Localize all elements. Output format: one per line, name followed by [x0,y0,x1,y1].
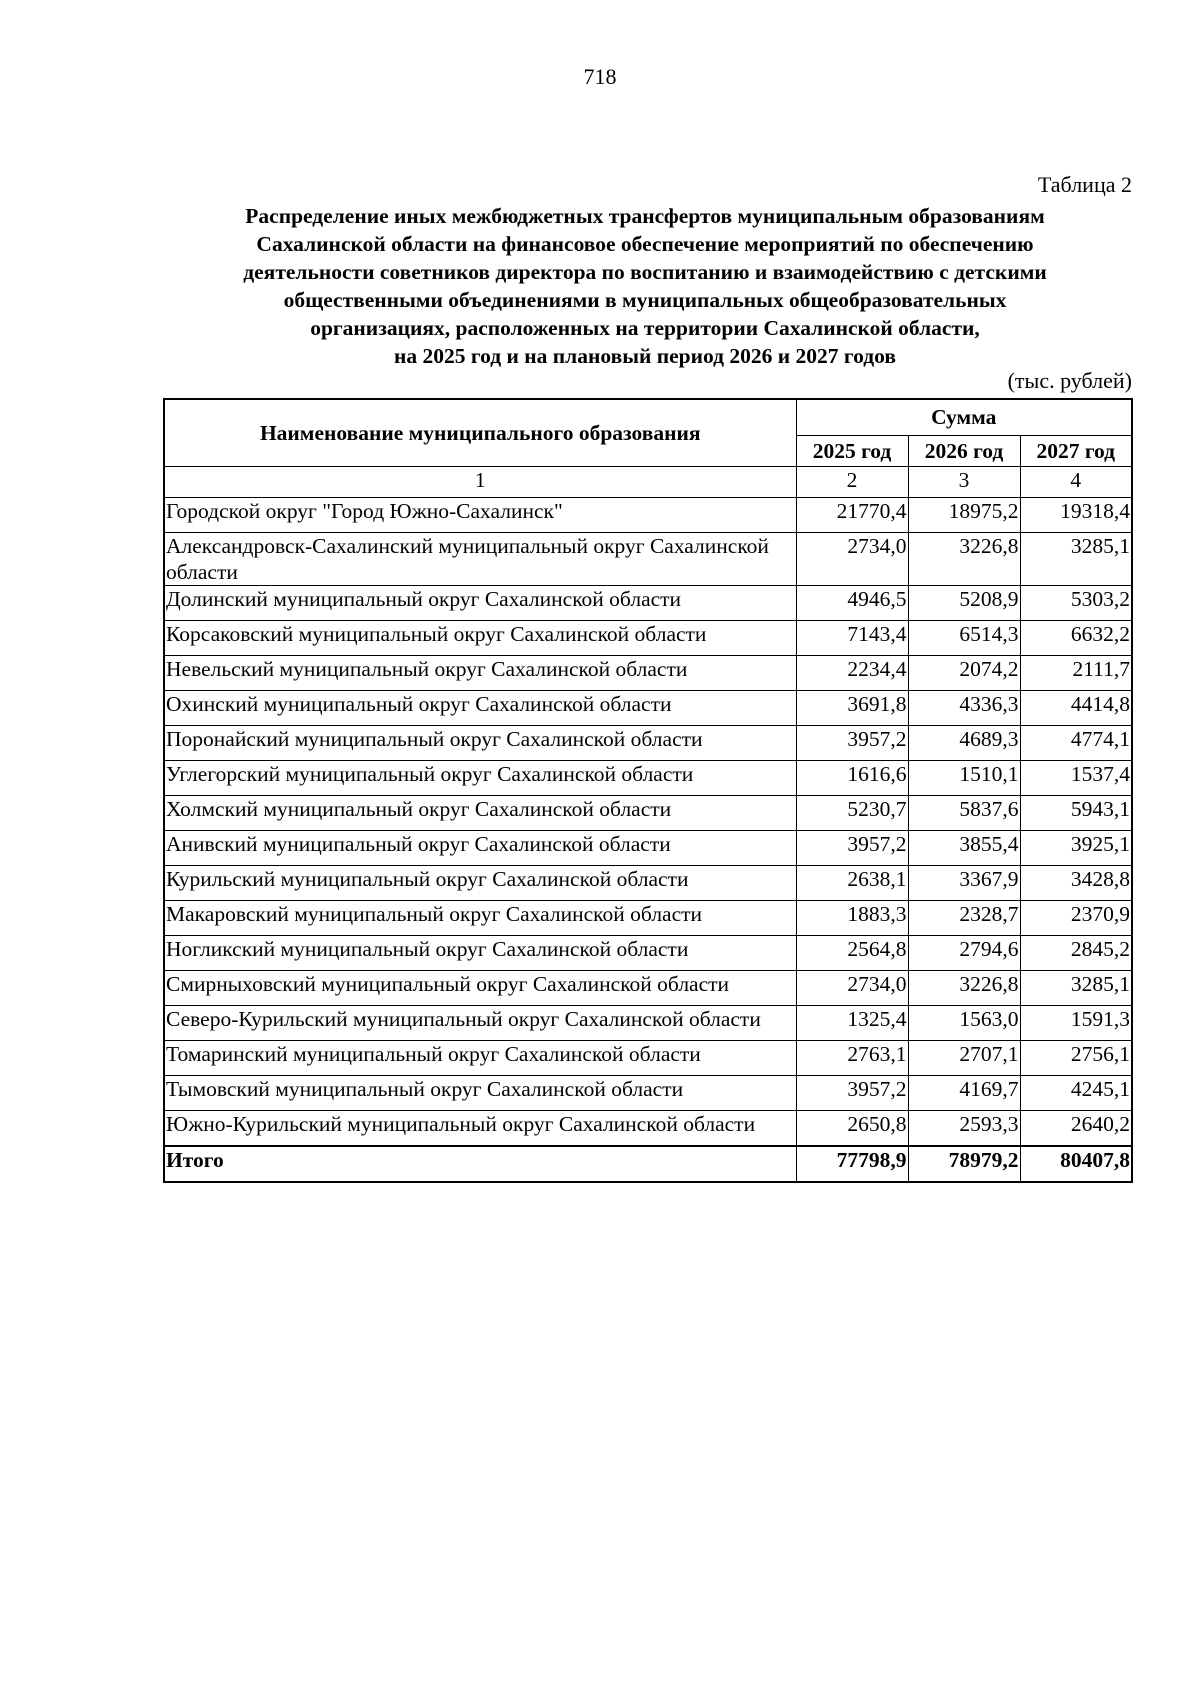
value-2025: 2564,8 [796,936,908,971]
value-2027: 3285,1 [1020,533,1132,586]
table-row [164,761,1132,796]
value-2027: 1591,3 [1020,1006,1132,1041]
municipality-name: Ногликский муниципальный округ Сахалинской области [164,936,796,971]
value-2027: 3428,8 [1020,866,1132,901]
value-2027: 2845,2 [1020,936,1132,971]
value-2025: 2734,0 [796,971,908,1006]
document-title [160,202,1130,370]
total-label: Итого [164,1146,796,1182]
column-index: 4 [1020,467,1132,498]
title-line: организациях, расположенных на территории Сахалинской области, [310,316,980,340]
value-2026: 5208,9 [908,586,1020,621]
value-2025: 2234,4 [796,656,908,691]
value-2025: 7143,4 [796,621,908,656]
header-name: Наименование муниципального образования [164,399,796,467]
table-row [164,971,1132,1006]
total-row [164,1146,1132,1182]
value-2025: 3957,2 [796,726,908,761]
column-index: 1 [164,467,796,498]
table-row [164,901,1132,936]
header-year-2026: 2026 год [908,435,1020,466]
municipality-name: Поронайский муниципальный округ Сахалинской области [164,726,796,761]
value-2026: 4336,3 [908,691,1020,726]
municipality-name: Невельский муниципальный округ Сахалинской области [164,656,796,691]
table-row [164,656,1132,691]
value-2027: 19318,4 [1020,498,1132,533]
value-2025: 3691,8 [796,691,908,726]
value-2026: 3226,8 [908,971,1020,1006]
title-line: Распределение иных межбюджетных трансфертов муниципальным образованиям [245,204,1045,228]
title-line: общественными объединениями в муниципальных общеобразовательных [283,288,1007,312]
total-2025: 77798,9 [796,1146,908,1182]
value-2027: 2111,7 [1020,656,1132,691]
table-row [164,1076,1132,1111]
transfers-table [163,398,1133,1183]
value-2025: 2763,1 [796,1041,908,1076]
municipality-name: Курильский муниципальный округ Сахалинской области [164,866,796,901]
table-row [164,586,1132,621]
value-2025: 3957,2 [796,1076,908,1111]
units-label: (тыс. рублей) [1007,368,1132,393]
table-row [164,621,1132,656]
municipality-name: Холмский муниципальный округ Сахалинской области [164,796,796,831]
value-2027: 5303,2 [1020,586,1132,621]
table-row [164,726,1132,761]
municipality-name: Углегорский муниципальный округ Сахалинской области [164,761,796,796]
value-2026: 3226,8 [908,533,1020,586]
column-index: 3 [908,467,1020,498]
municipality-name: Городской округ "Город Южно-Сахалинск" [164,498,796,533]
municipality-name: Северо-Курильский муниципальный округ Сахалинской области [164,1006,796,1041]
value-2025: 3957,2 [796,831,908,866]
table-body [164,498,1132,1147]
value-2025: 2638,1 [796,866,908,901]
table-row [164,866,1132,901]
value-2026: 4689,3 [908,726,1020,761]
table-row [164,498,1132,533]
value-2026: 5837,6 [908,796,1020,831]
municipality-name: Корсаковский муниципальный округ Сахалинской области [164,621,796,656]
value-2025: 1325,4 [796,1006,908,1041]
value-2026: 1563,0 [908,1006,1020,1041]
value-2026: 3367,9 [908,866,1020,901]
value-2025: 1616,6 [796,761,908,796]
table-row [164,533,1132,586]
table-row [164,1041,1132,1076]
table-row [164,1111,1132,1147]
value-2027: 3925,1 [1020,831,1132,866]
value-2026: 6514,3 [908,621,1020,656]
value-2025: 4946,5 [796,586,908,621]
municipality-name: Анивский муниципальный округ Сахалинской области [164,831,796,866]
title-line: деятельности советников директора по воспитанию и взаимодействию с детскими [243,260,1047,284]
municipality-name: Томаринский муниципальный округ Сахалинской области [164,1041,796,1076]
municipality-name: Охинский муниципальный округ Сахалинской области [164,691,796,726]
header-sum: Сумма [796,399,1132,435]
header-year-2025: 2025 год [796,435,908,466]
value-2026: 2794,6 [908,936,1020,971]
table-row [164,1006,1132,1041]
value-2027: 2370,9 [1020,901,1132,936]
value-2025: 2650,8 [796,1111,908,1147]
value-2027: 4774,1 [1020,726,1132,761]
title-line: на 2025 год и на плановый период 2026 и 2027 годов [394,344,896,368]
value-2027: 5943,1 [1020,796,1132,831]
value-2026: 2707,1 [908,1041,1020,1076]
value-2027: 2756,1 [1020,1041,1132,1076]
total-2027: 80407,8 [1020,1146,1132,1182]
table-row [164,796,1132,831]
value-2026: 18975,2 [908,498,1020,533]
value-2025: 21770,4 [796,498,908,533]
municipality-name: Долинский муниципальный округ Сахалинской области [164,586,796,621]
value-2025: 2734,0 [796,533,908,586]
page-number: 718 [583,64,617,89]
value-2027: 4245,1 [1020,1076,1132,1111]
value-2026: 3855,4 [908,831,1020,866]
value-2027: 3285,1 [1020,971,1132,1006]
value-2026: 2593,3 [908,1111,1020,1147]
header-year-2027: 2027 год [1020,435,1132,466]
table-row [164,691,1132,726]
table-row [164,831,1132,866]
value-2026: 2328,7 [908,901,1020,936]
value-2026: 4169,7 [908,1076,1020,1111]
column-index: 2 [796,467,908,498]
municipality-name: Александровск-Сахалинский муниципальный округ Сахалинской области [164,533,796,586]
municipality-name: Южно-Курильский муниципальный округ Сахалинской области [164,1111,796,1147]
municipality-name: Тымовский муниципальный округ Сахалинской области [164,1076,796,1111]
value-2026: 2074,2 [908,656,1020,691]
value-2026: 1510,1 [908,761,1020,796]
title-line: Сахалинской области на финансовое обеспечение мероприятий по обеспечению [256,232,1034,256]
table-label: Таблица 2 [1037,172,1132,197]
value-2025: 5230,7 [796,796,908,831]
table-row [164,936,1132,971]
value-2027: 1537,4 [1020,761,1132,796]
municipality-name: Смирныховский муниципальный округ Сахалинской области [164,971,796,1006]
municipality-name: Макаровский муниципальный округ Сахалинской области [164,901,796,936]
value-2027: 2640,2 [1020,1111,1132,1147]
value-2027: 4414,8 [1020,691,1132,726]
total-2026: 78979,2 [908,1146,1020,1182]
value-2025: 1883,3 [796,901,908,936]
value-2027: 6632,2 [1020,621,1132,656]
